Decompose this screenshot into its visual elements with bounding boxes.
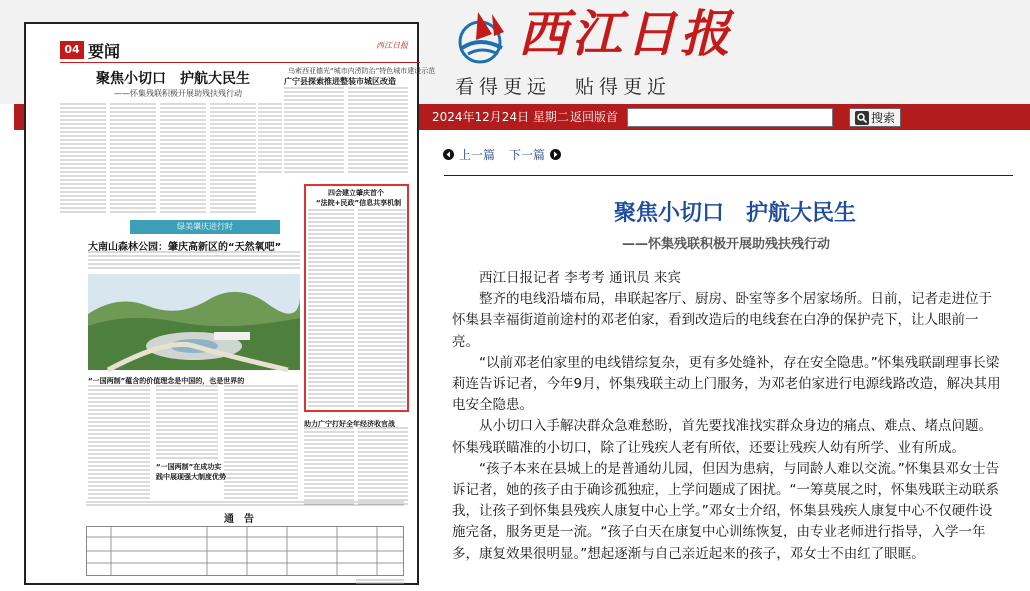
page-notice-title: 通 告 <box>224 514 254 525</box>
newspaper-logo-icon <box>452 8 512 68</box>
page-masthead-small: 西江日报 <box>376 41 408 50</box>
page-park-headline[interactable]: 大南山森林公园：肇庆高新区的“天然氧吧” <box>88 242 282 253</box>
back-to-front-page-link[interactable]: 返回版首 <box>570 110 619 124</box>
issue-date: 2024年12月24日 星期二 <box>432 110 569 124</box>
page-column2-headline: “一国两制”在成功实践中展现强大制度优势 <box>156 463 226 481</box>
article-byline: 西江日报记者 李考考 通讯员 来宾 <box>479 270 681 286</box>
arrow-right-icon <box>550 149 561 160</box>
page-number-badge: 04 <box>60 41 84 59</box>
page-park-photo <box>88 274 300 370</box>
page-banner: 绿美肇庆进行时 <box>130 220 280 234</box>
arrow-left-icon <box>443 149 454 160</box>
article-nav <box>443 146 561 163</box>
search-input[interactable] <box>627 108 833 127</box>
page-boxed-article[interactable] <box>304 184 409 412</box>
prev-article-link[interactable] <box>443 146 495 163</box>
masthead-slogan: 看得更远 贴得更近 <box>455 76 672 98</box>
search-icon <box>855 111 869 125</box>
page-column-headline[interactable]: “一国两制”蕴含的价值理念是中国的，也是世界的 <box>88 377 245 385</box>
next-article-label: 下一篇 <box>509 148 546 162</box>
page-boxed-headline-1: 四会建立肇庆首个 <box>328 189 384 197</box>
page-right-headline[interactable]: 广宁县探索推进整装市城区改造 <box>284 77 396 86</box>
nav-divider <box>444 175 1013 176</box>
search-button-label: 搜索 <box>870 111 895 125</box>
page-right-small-headline: 乌索西亚德光“城市内涝防治”特色城市建设示范 <box>288 67 436 75</box>
search-button[interactable] <box>849 108 901 127</box>
article-paragraph: “孩子本来在县城上的是普通幼儿园，但因为患病，与同龄人难以交流。”怀集县邓女士告诉记者，她的孩子由于确诊孤独症，上学问题成了困扰。“一筹莫展之时，怀集残联主动联系我，让孩子到怀集县残疾人康复中心上学。”邓女士介绍，怀集县残疾人康复中心不仅硬件设施完备，服务更是一流。“孩子白天在康复中心训练恢复，由专业老师进行指导，入学一年多，康复效果很明显。”想起逐渐与自己亲近起来的孩子，邓女士不由红了眼眶。 <box>452 460 1000 562</box>
page-bottom-headline[interactable]: 助力广宁打好全年经济收官战 <box>304 420 395 428</box>
article-paragraph: 整齐的电线沿墙布局，串联起客厅、厨房、卧室等多个居家场所。日前，记者走进位于怀集县幸福街道前途村的邓老伯家，看到改造后的电线套在白净的保护壳下，让人眼前一亮。 <box>452 291 992 350</box>
article-paragraph: 从小切口入手解决群众急难愁盼，首先要找准找实群众身边的痛点、难点、堵点问题。怀集残联瞄准的小切口，除了让残疾人老有所依，还要让残疾人幼有所学、业有所成。 <box>452 418 992 456</box>
page-boxed-headline-2: “法院+民政”信息共享机制 <box>316 199 402 207</box>
article-paragraph: “以前邓老伯家里的电线错综复杂，更有多处缝补，存在安全隐患。”怀集残联副理事长梁莉连告诉记者，今年9月，怀集残联主动上门服务，为邓老伯家进行电源线路改造，解决其用电安全隐患。 <box>452 354 1001 414</box>
page-lead-headline[interactable]: 聚焦小切口 护航大民生 <box>96 71 250 87</box>
masthead-title: 西江日报 <box>518 4 734 63</box>
prev-article-label: 上一篇 <box>459 148 496 162</box>
article-title: 聚焦小切口 护航大民生 <box>614 200 857 226</box>
page-lead-subheadline: ——怀集残联积极开展助残扶残行动 <box>114 89 242 98</box>
next-article-link[interactable] <box>509 146 561 163</box>
article-body <box>452 268 1004 565</box>
page-section-label: 要闻 <box>88 42 121 61</box>
page-notice-table <box>86 526 404 576</box>
article-subtitle: ——怀集残联积极开展助残扶残行动 <box>622 237 831 252</box>
newspaper-page-thumbnail[interactable] <box>24 22 436 585</box>
